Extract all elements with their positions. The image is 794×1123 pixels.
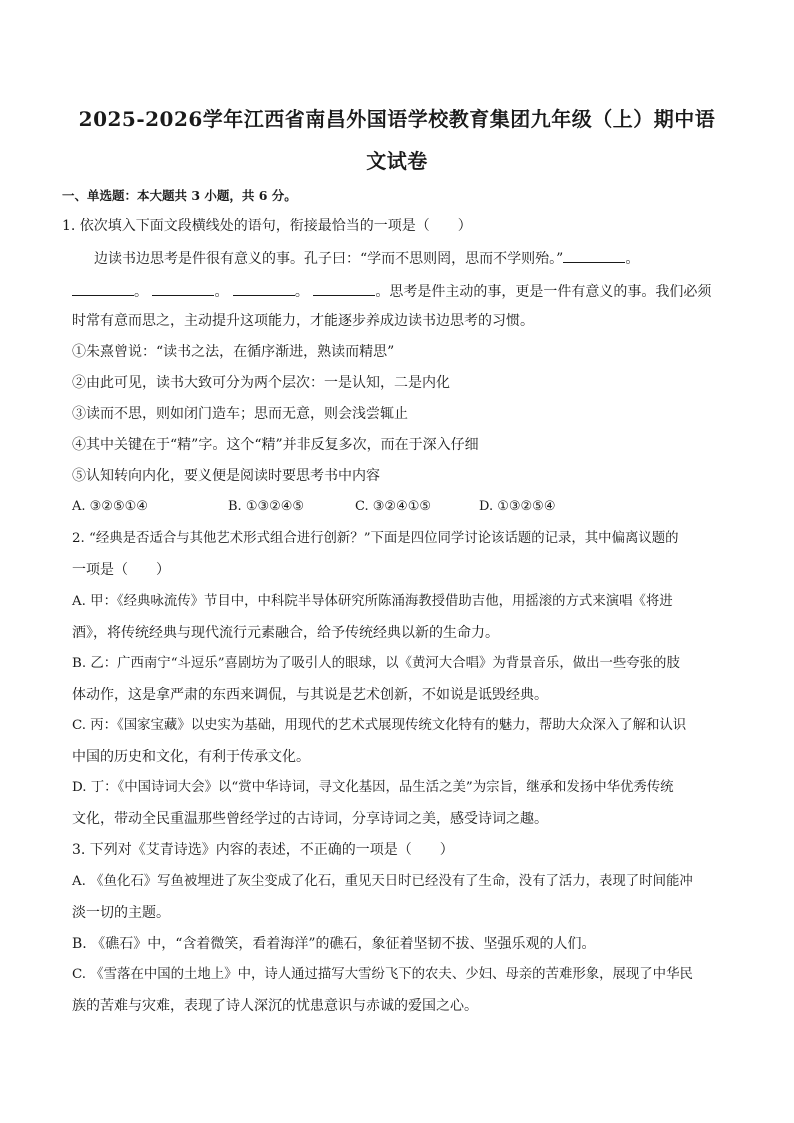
separator: 。: [294, 284, 309, 300]
q1-option-c: C. ③②④①⑤: [355, 499, 432, 514]
separator: 。: [214, 284, 229, 300]
q3-option-c-line2: 族的苦难与灾难，表现了诗人深沉的忧患意识与赤诚的爱国之心。: [72, 998, 478, 1014]
q1-option-a: A. ③②⑤①④: [72, 499, 148, 514]
q1-item-5: ⑤认知转向内化，要义便是阅读时要思考书中内容: [72, 468, 380, 484]
q1-item-1: ①朱熹曾说：“读书之法，在循序渐进，熟读而精思”: [72, 344, 395, 360]
q1-item-2: ②由此可见，读书大致可分为两个层次：一是认知，二是内化: [72, 375, 450, 391]
q1-passage-end: 。: [625, 251, 640, 267]
q3-option-b-line1: B. 《礁石》中，“含着微笑，看着海洋”的礁石，象征着坚韧不拔、坚强乐观的人们。: [72, 936, 596, 952]
exam-title-line1: 2025-2026学年江西省南昌外国语学校教育集团九年级（上）期中语: [78, 107, 716, 131]
answer-blank: [563, 248, 625, 263]
answer-blank: [152, 281, 214, 296]
q1-passage-line3: 时常有意而思之，主动提升这项能力，才能逐步养成边读书边思考的习惯。: [72, 313, 534, 329]
q2-option-d-line2: 文化，带动全民重温那些曾经学过的古诗词，分享诗词之美，感受诗词之趣。: [72, 811, 548, 827]
q2-stem-line1: 2. “经典是否适合与其他艺术形式组合进行创新？”下面是四位同学讨论该话题的记录，其中偏离议题的: [72, 531, 679, 546]
q1-stem: 1. 依次填入下面文段横线处的语句，衔接最恰当的一项是（ ）: [62, 218, 472, 234]
q1-passage-text: 边读书边思考是件很有意义的事。孔子曰：“学而不思则罔，思而不学则殆。”: [94, 251, 564, 267]
q2-option-b-line2: 体动作，这是拿严肃的东西来调侃，与其说是艺术创新，不如说是诋毁经典。: [72, 687, 548, 703]
section-heading: 一、单选题：本大题共 3 小题，共 6 分。: [62, 188, 297, 203]
q1-option-d: D. ①③②⑤④: [479, 499, 556, 514]
q2-option-b-line1: B. 乙：广西南宁“斗逗乐”喜剧坊为了吸引人的眼球，以《黄河大合唱》为背景音乐，做出一些夸张的肢: [72, 656, 680, 671]
q2-option-c-line2: 中国的历史和文化，有利于传承文化。: [72, 749, 310, 765]
q3-option-a-line1: A. 《鱼化石》写鱼被埋进了灰尘变成了化石，重见天日时已经没有了生命，没有了活力，表现了时间能冲: [72, 874, 693, 889]
q2-option-a-line1: A. 甲：《经典咏流传》节目中，中科院半导体研究所陈涌海教授借助吉他，用摇滚的方式来演唱《将进: [72, 594, 673, 609]
q1-item-3: ③读而不思，则如闭门造车；思而无意，则会浅尝辄止: [72, 406, 408, 422]
q1-passage-tail: 。思考是件主动的事，更是一件有意义的事。我们必须: [375, 284, 712, 300]
q2-option-d-line1: D. 丁：《中国诗词大会》以“赏中华诗词，寻文化基因，品生活之美”为宗旨，继承和发扬中华优秀传统: [72, 780, 674, 795]
answer-blank: [72, 281, 134, 296]
q2-option-a-line2: 酒》，将传统经典与现代流行元素融合，给予传统经典以新的生命力。: [72, 625, 499, 641]
answer-blank: [233, 281, 295, 296]
q1-passage-line2: [72, 281, 711, 302]
q3-stem: 3. 下列对《艾青诗选》内容的表述，不正确的一项是（ ）: [72, 842, 454, 858]
separator: 。: [134, 284, 148, 300]
answer-blank: [313, 281, 375, 296]
q2-option-c-line1: C. 丙：《国家宝藏》以史实为基础，用现代的艺术式展现传统文化特有的魅力，帮助大众深入了解和认识: [72, 718, 687, 733]
q1-item-4: ④其中关键在于“精”字。这个“精”并非反复多次，而在于深入仔细: [72, 437, 479, 453]
q1-option-b: B. ①③②④⑤: [228, 499, 305, 514]
exam-title-line2: 文试卷: [366, 149, 428, 173]
q1-passage-line1: [94, 248, 639, 269]
q2-stem-line2: 一项是（ ）: [72, 562, 170, 578]
q3-option-a-line2: 淡一切的主题。: [72, 905, 170, 921]
q3-option-c-line1: C. 《雪落在中国的土地上》中，诗人通过描写大雪纷飞下的农夫、少妇、母亲的苦难形象，展现了中华民: [72, 967, 693, 982]
